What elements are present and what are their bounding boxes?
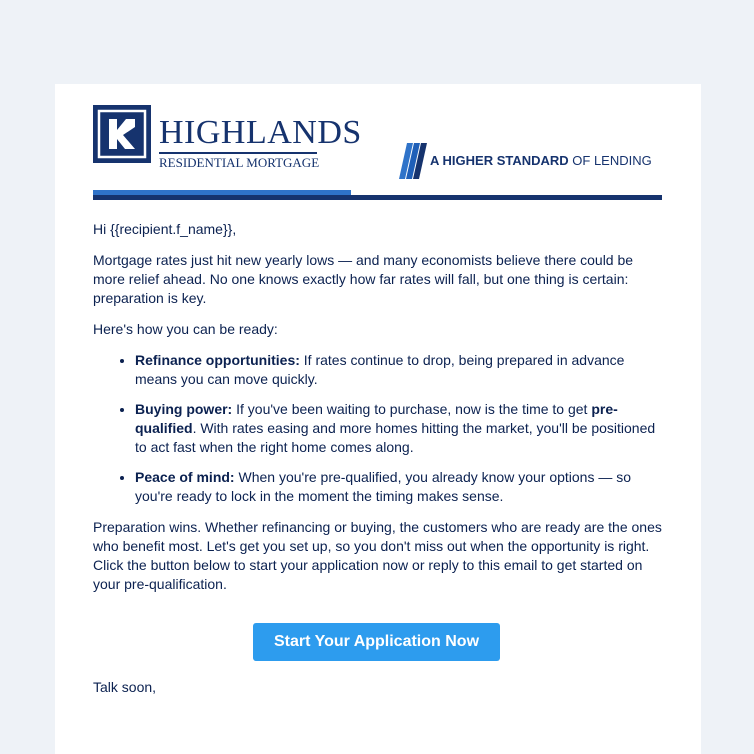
list-item: [135, 351, 665, 389]
bullet-text: If rates continue to drop, being prepared in advance means you can move quickly.: [135, 352, 625, 387]
bullet-title: Peace of mind:: [135, 469, 235, 485]
intro-paragraph: Mortgage rates just hit new yearly lows — and many economists believe there could be more relief ahead. No one knows exactly how far rates will fall, but one thing is certain: preparation is key.: [93, 252, 634, 306]
email-header: [93, 105, 662, 200]
email-body: [93, 220, 665, 606]
cta-container: [253, 623, 500, 661]
start-application-button[interactable]: Start Your Application Now: [253, 623, 500, 661]
brand-subtitle: RESIDENTIAL MORTGAGE: [159, 152, 317, 170]
tagline: [399, 143, 662, 179]
email-card: [55, 84, 701, 754]
greeting: Hi {{recipient.f_name}},: [93, 221, 237, 237]
bullet-title: Refinance opportunities:: [135, 352, 300, 368]
closing-paragraph: Preparation wins. Whether refinancing or buying, the customers who are ready are the ones who benefit most. Let's get you set up, so you don't miss out when the opportunity is right. Click the button below to start your application now or reply to this email to get started on your pre-qualification.: [93, 519, 662, 592]
lead-in: Here's how you can be ready:: [93, 321, 278, 337]
header-rule: [93, 195, 662, 200]
brand-name: HIGHLANDS: [159, 114, 362, 151]
benefits-list: [93, 351, 665, 506]
bullet-emphasis: pre-qualified: [135, 401, 618, 436]
slash-stripes-icon: [399, 143, 427, 179]
tagline-rest: OF LENDING: [568, 153, 652, 168]
bullet-text: If you've been waiting to purchase, now is the time to get: [232, 401, 592, 417]
bullet-text: . With rates easing and more homes hitting the market, you'll be positioned to act fast when the right home comes along.: [135, 420, 656, 455]
list-item: [135, 468, 665, 506]
highlands-logo-icon: [93, 105, 151, 163]
signoff: Talk soon,: [93, 679, 157, 695]
bullet-title: Buying power:: [135, 401, 233, 417]
bullet-text: When you're pre-qualified, you already know your options — so you're ready to lock in the moment the timing makes sense.: [135, 469, 632, 504]
tagline-bold: A HIGHER STANDARD: [430, 153, 569, 168]
list-item: [135, 400, 665, 457]
